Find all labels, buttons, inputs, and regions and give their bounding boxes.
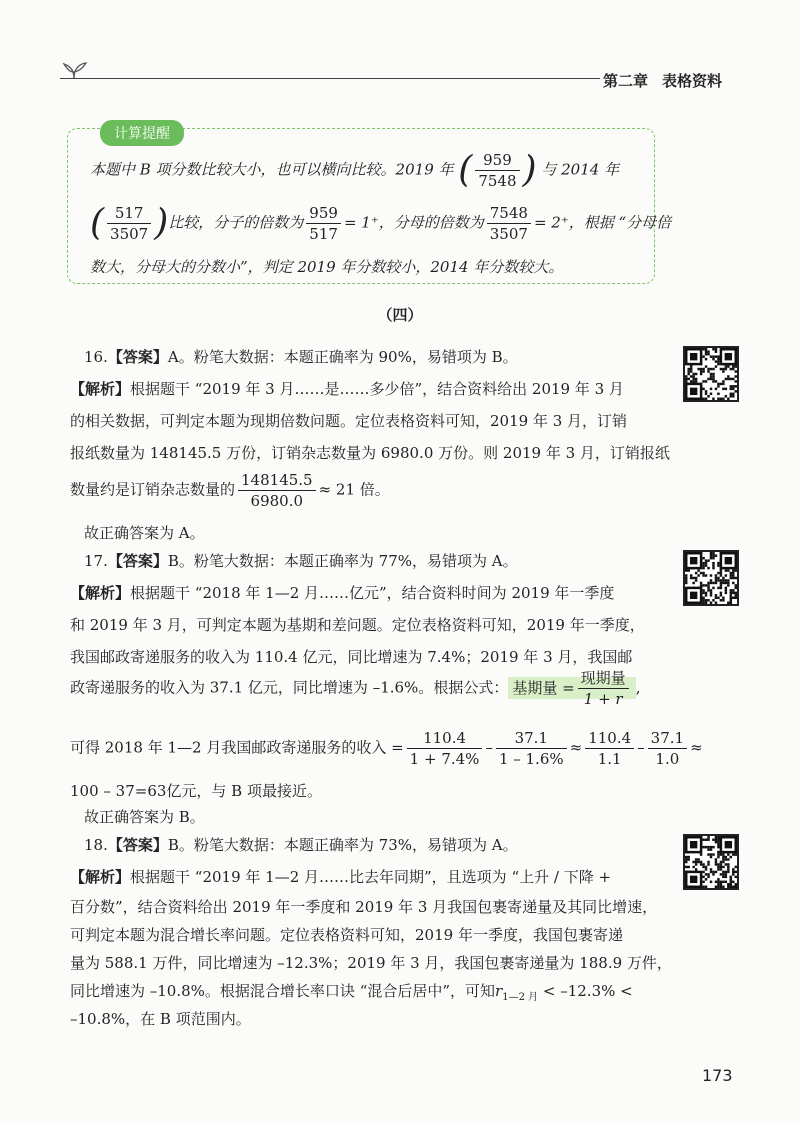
q18-exp-4: 量为 588.1 万件，同比增速为 –12.3%；2019 年 3 月，我国包裹寄递量为 188.9 万件， — [70, 954, 672, 972]
header-rule — [60, 78, 600, 79]
q17-exp-6: 100 – 37=63亿元，与 B 项最接近。 — [70, 782, 322, 800]
q17-exp-2: 和 2019 年 3 月，可判定本题为基期和差问题。定位表格资料可知，2019 年一季度， — [70, 616, 645, 634]
q18-answer: 18.【答案】B。粉笔大数据：本题正确率为 73%，易错项为 A。 — [84, 836, 518, 854]
tip-label: 计算提醒 — [100, 120, 184, 146]
q16-answer: 16.【答案】A。粉笔大数据：本题正确率为 90%，易错项为 B。 — [84, 348, 518, 366]
tip-line-3: 数大，分母大的分数小”，判定 2019 年分数较小，2014 年分数较大。 — [90, 258, 564, 276]
running-header — [603, 70, 736, 91]
q16-exp-4: 数量约是订销杂志数量的 $\frac{148145.5}{6980.0}$ ≈ 21 倍。 — [70, 471, 390, 510]
q17-answer: 17.【答案】B。粉笔大数据：本题正确率为 77%，易错项为 A。 — [84, 552, 518, 570]
q18-exp-6: –10.8%，在 B 项范围内。 — [70, 1010, 251, 1028]
fraction-959-7548: $\frac{959}{7548}$ — [475, 150, 519, 191]
q16-exp-2: 的相关数据，可判定本题为现期倍数问题。定位表格资料可知，2019 年 3 月，订销 — [70, 412, 628, 430]
q16-conclusion: 故正确答案为 A。 — [84, 524, 205, 542]
q17-exp-3: 我国邮政寄递服务的收入为 110.4 亿元，同比增速为 7.4%；2019 年 3 月，我国邮 — [70, 648, 633, 666]
chapter-number: 第二章 — [603, 72, 649, 90]
fraction-7548-3507: $\frac{7548}{3507}$ — [487, 203, 531, 244]
sprout-icon — [60, 58, 90, 80]
fraction-959-517: $\frac{959}{517}$ — [306, 203, 341, 244]
q18-exp-2: 百分数”，结合资料给出 2019 年一季度和 2019 年 3 月我国包裹寄递量及其同比增速， — [70, 898, 658, 916]
q17-exp-4: 政寄递服务的收入为 37.1 亿元，同比增速为 –1.6%。根据公式： 基期量 = $\frac{\text{现期量}}{1 + r}$ , — [70, 669, 641, 708]
chapter-title: 表格资料 — [662, 72, 723, 90]
q18-exp-1: 【解析】根据题干 “2019 年 1—2 月……比去年同期”，且选项为 “上升 / 下降 + — [70, 868, 612, 886]
q17-exp-1: 【解析】根据题干 “2018 年 1—2 月……亿元”，结合资料时间为 2019 年一季度 — [70, 584, 615, 602]
q16-exp-3: 报纸数量为 148145.5 万份，订销杂志数量为 6980.0 万份。则 2019 年 3 月，订销报纸 — [70, 444, 670, 462]
qr-code-q18[interactable] — [683, 834, 739, 890]
fraction-517-3507: $\frac{517}{3507}$ — [107, 203, 151, 244]
q16-exp-1: 【解析】根据题干 “2019 年 3 月……是……多少倍”，结合资料给出 2019 年 3 月 — [70, 380, 624, 398]
tip-line-2: ( $\frac{517}{3507}$ )比较，分子的倍数为 $\frac{959}{517}$ = 1⁺，分母的倍数为 $\frac{7548}{3507}$ = 2⁺，根据 “分母倍 — [90, 202, 672, 244]
section-title: （四） — [377, 306, 423, 324]
formula-highlight: 基期量 = $\frac{\text{现期量}}{1 + r}$ — [508, 677, 635, 699]
qr-code-q16[interactable] — [683, 346, 739, 402]
qr-code-q17[interactable] — [683, 550, 739, 606]
page-number: 173 — [702, 1066, 733, 1085]
q18-exp-5: 同比增速为 –10.8%。根据混合增长率口诀 “混合后居中”，可知$r_{1—2 月} < -12.3\%$ < — [70, 982, 633, 1003]
q17-conclusion: 故正确答案为 B。 — [84, 808, 205, 826]
tip-line-1: 本题中 B 项分数比较大小，也可以横向比较。2019 年 ( $\frac{959}{7548}$ ) 与 2014 年 — [90, 149, 620, 191]
fraction-148145-6980: $\frac{148145.5}{6980.0}$ — [238, 470, 316, 511]
q18-exp-3: 可判定本题为混合增长率问题。定位表格资料可知，2019 年一季度，我国包裹寄递 — [70, 926, 623, 944]
q17-exp-5: 可得 2018 年 1—2 月我国邮政寄递服务的收入 = $\frac{110.4}{1 + 7.4\%}$ – $\frac{37.1}{1 - 1.6\%}$ ≈ $\frac{110.4}{1.1}$ – $\frac{37.1}{1.0}$ ≈ — [70, 729, 703, 768]
